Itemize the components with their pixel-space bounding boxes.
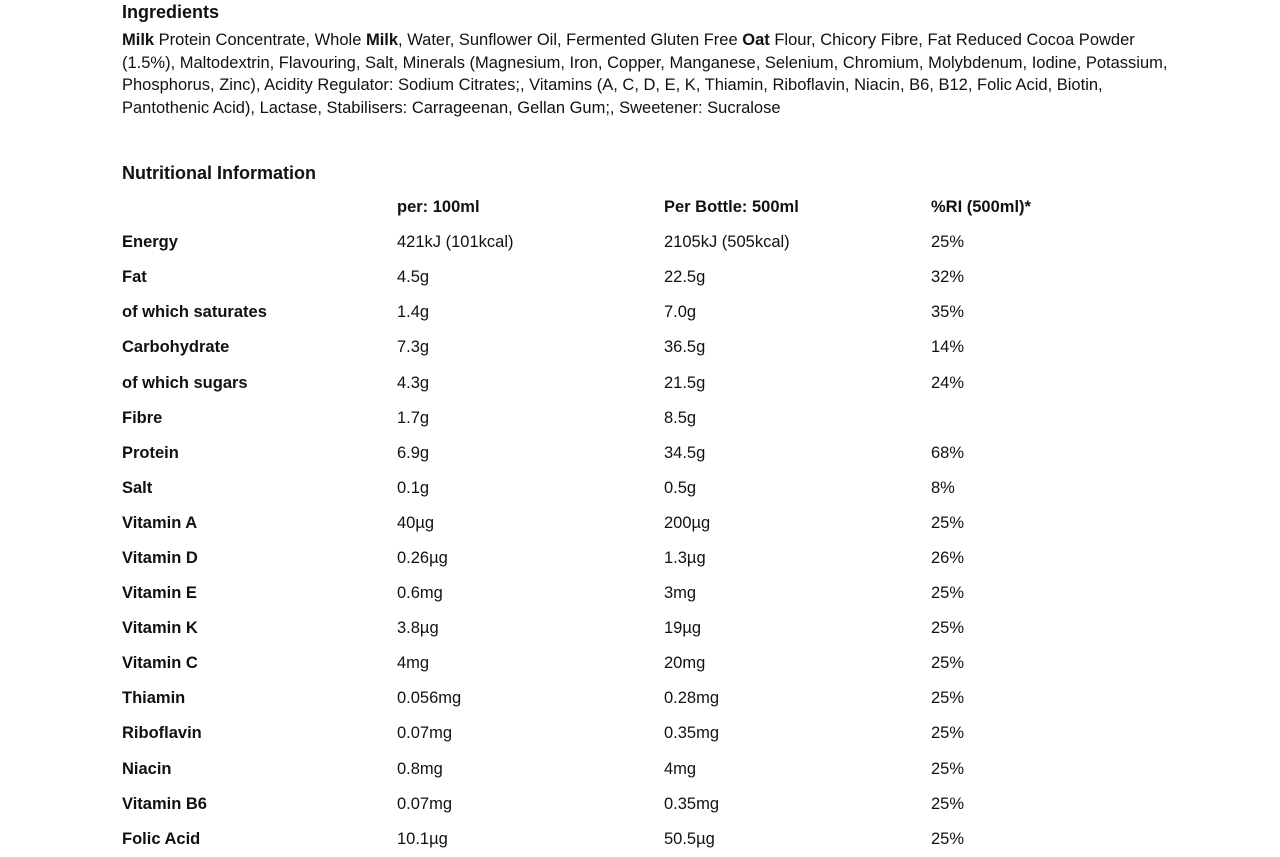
ri-value: 26% [931,548,965,567]
per-bottle-value: 2105kJ (505kcal) [664,233,790,252]
ri-value: 8% [931,478,955,497]
per-100ml-value: 4.5g [397,268,430,287]
per-100ml-value: 6.9g [397,443,430,462]
nutrient-name: Vitamin E [122,584,197,603]
nutrition-row [122,401,1131,436]
per-100ml-value: 421kJ (101kcal) [397,233,514,252]
ri-value [931,401,1131,436]
per-bottle-value: 22.5g [664,268,706,287]
ri-value: 68% [931,443,965,462]
ingredients-list [122,29,1192,120]
nutrient-name: Fat [122,268,147,287]
per-bottle-value: 8.5g [664,408,697,427]
nutrition-row [122,330,1131,365]
per-100ml-value: 7.3g [397,338,430,357]
per-bottle-value: 19µg [664,619,702,638]
ri-value: 25% [931,654,965,673]
per-100ml-value: 0.6mg [397,584,443,603]
ri-value: 25% [931,689,965,708]
per-bottle-value: 36.5g [664,338,706,357]
per-100ml-value: 3.8µg [397,619,439,638]
per-100ml-value: 0.1g [397,478,430,497]
nutrition-row [122,681,1131,716]
per-bottle-value: 0.35mg [664,794,720,813]
nutrient-name: Protein [122,443,179,462]
nutrition-row [122,260,1131,295]
nutrition-row [122,295,1131,330]
nutrient-name: Vitamin D [122,548,198,567]
nutrition-row [122,611,1131,646]
per-100ml-value: 0.8mg [397,759,443,778]
nutrient-name: of which saturates [122,303,267,322]
nutrition-header-row [122,190,1131,225]
nutrient-name: Thiamin [122,689,186,708]
per-100ml-value: 0.26µg [397,548,448,567]
nutrition-row [122,576,1131,611]
nutrition-row [122,822,1131,857]
nutrition-row [122,471,1131,506]
per-bottle-value: 34.5g [664,443,706,462]
per-100ml-value: 0.07mg [397,724,453,743]
allergen-text: Milk [122,31,155,49]
nutrient-name: Vitamin C [122,654,198,673]
nutrient-name: Energy [122,233,178,252]
nutrient-name: Vitamin A [122,513,198,532]
nutrition-row [122,436,1131,471]
per-bottle-value: 20mg [664,654,706,673]
per-100ml-value: 1.7g [397,408,430,427]
per-100ml-value: 4mg [397,654,430,673]
per-bottle-column-header: Per Bottle: 500ml [664,198,799,217]
ri-value: 25% [931,759,965,778]
ri-value: 25% [931,829,965,848]
per-bottle-value: 0.5g [664,478,697,497]
per-bottle-value: 7.0g [664,303,697,322]
ri-value: 25% [931,513,965,532]
nutrition-row [122,646,1131,681]
nutrient-name: Riboflavin [122,724,202,743]
nutrition-row [122,506,1131,541]
ri-value: 25% [931,724,965,743]
nutrient-name: Vitamin K [122,619,198,638]
ri-value: 32% [931,268,965,287]
ingredient-text: , Water, Sunflower Oil, Fermented Gluten Free [398,31,743,49]
ri-value: 25% [931,619,965,638]
per-100ml-value: 1.4g [397,303,430,322]
ri-value: 24% [931,373,965,392]
ri-value: 14% [931,338,965,357]
nutrient-name: Niacin [122,759,172,778]
per-bottle-value: 21.5g [664,373,706,392]
nutrition-row [122,752,1131,787]
per-bottle-value: 3mg [664,584,697,603]
nutrient-name: of which sugars [122,373,248,392]
nutrient-name: Carbohydrate [122,338,230,357]
per-bottle-value: 1.3µg [664,548,706,567]
nutrition-table-body [122,225,1131,857]
nutrient-name: Salt [122,478,153,497]
ri-value: 25% [931,794,965,813]
per-bottle-value: 4mg [664,759,697,778]
nutrition-row [122,716,1131,751]
ingredients-heading: Ingredients [122,2,220,22]
per-bottle-value: 50.5µg [664,829,715,848]
per-100ml-value: 0.056mg [397,689,462,708]
nutrient-name: Vitamin B6 [122,794,207,813]
ri-value: 25% [931,233,965,252]
ri-value: 25% [931,584,965,603]
per-bottle-value: 200µg [664,513,711,532]
nutrient-name: Fibre [122,408,163,427]
ri-column-header: %RI (500ml)* [931,198,1031,217]
allergen-text: Milk [365,31,399,49]
nutrition-table [122,190,1131,857]
ingredient-text: Protein Concentrate, Whole [154,31,366,49]
ingredient-text: Flour, Chicory Fibre, Fat Reduced Cocoa Powder (1.5%), Maltodextrin, Flavouring, Salt, Minerals (Magnesium, Iron, Copper, Manganese, Selenium, Chromium, Molybdenum, Iodine, Potassium, Phosphorus, Zinc), Acidity Regulator: Sodium Citrates;, Vitamins (A, C, D, E, K, Thiamin, Riboflavin, Niacin, B6, B12, Folic Acid, Biotin, Pantothenic Acid), Lactase, Stabilisers: Carrageenan, Gellan Gum;, Sweetener: Sucralose [122,31,1168,118]
nutrition-heading: Nutritional Information [122,163,316,183]
per-bottle-value: 0.28mg [664,689,720,708]
per-100ml-value: 4.3g [397,373,430,392]
nutrient-name: Folic Acid [122,829,201,848]
nutrition-row [122,365,1131,400]
per-100ml-column-header: per: 100ml [397,198,480,217]
nutrition-row [122,225,1131,260]
per-100ml-value: 40µg [397,513,435,532]
per-100ml-value: 0.07mg [397,794,453,813]
nutrient-column-header [122,190,397,225]
nutrition-row [122,541,1131,576]
allergen-text: Oat [742,31,770,49]
nutrition-row [122,787,1131,822]
per-100ml-value: 10.1µg [397,829,448,848]
ri-value: 35% [931,303,965,322]
per-bottle-value: 0.35mg [664,724,720,743]
